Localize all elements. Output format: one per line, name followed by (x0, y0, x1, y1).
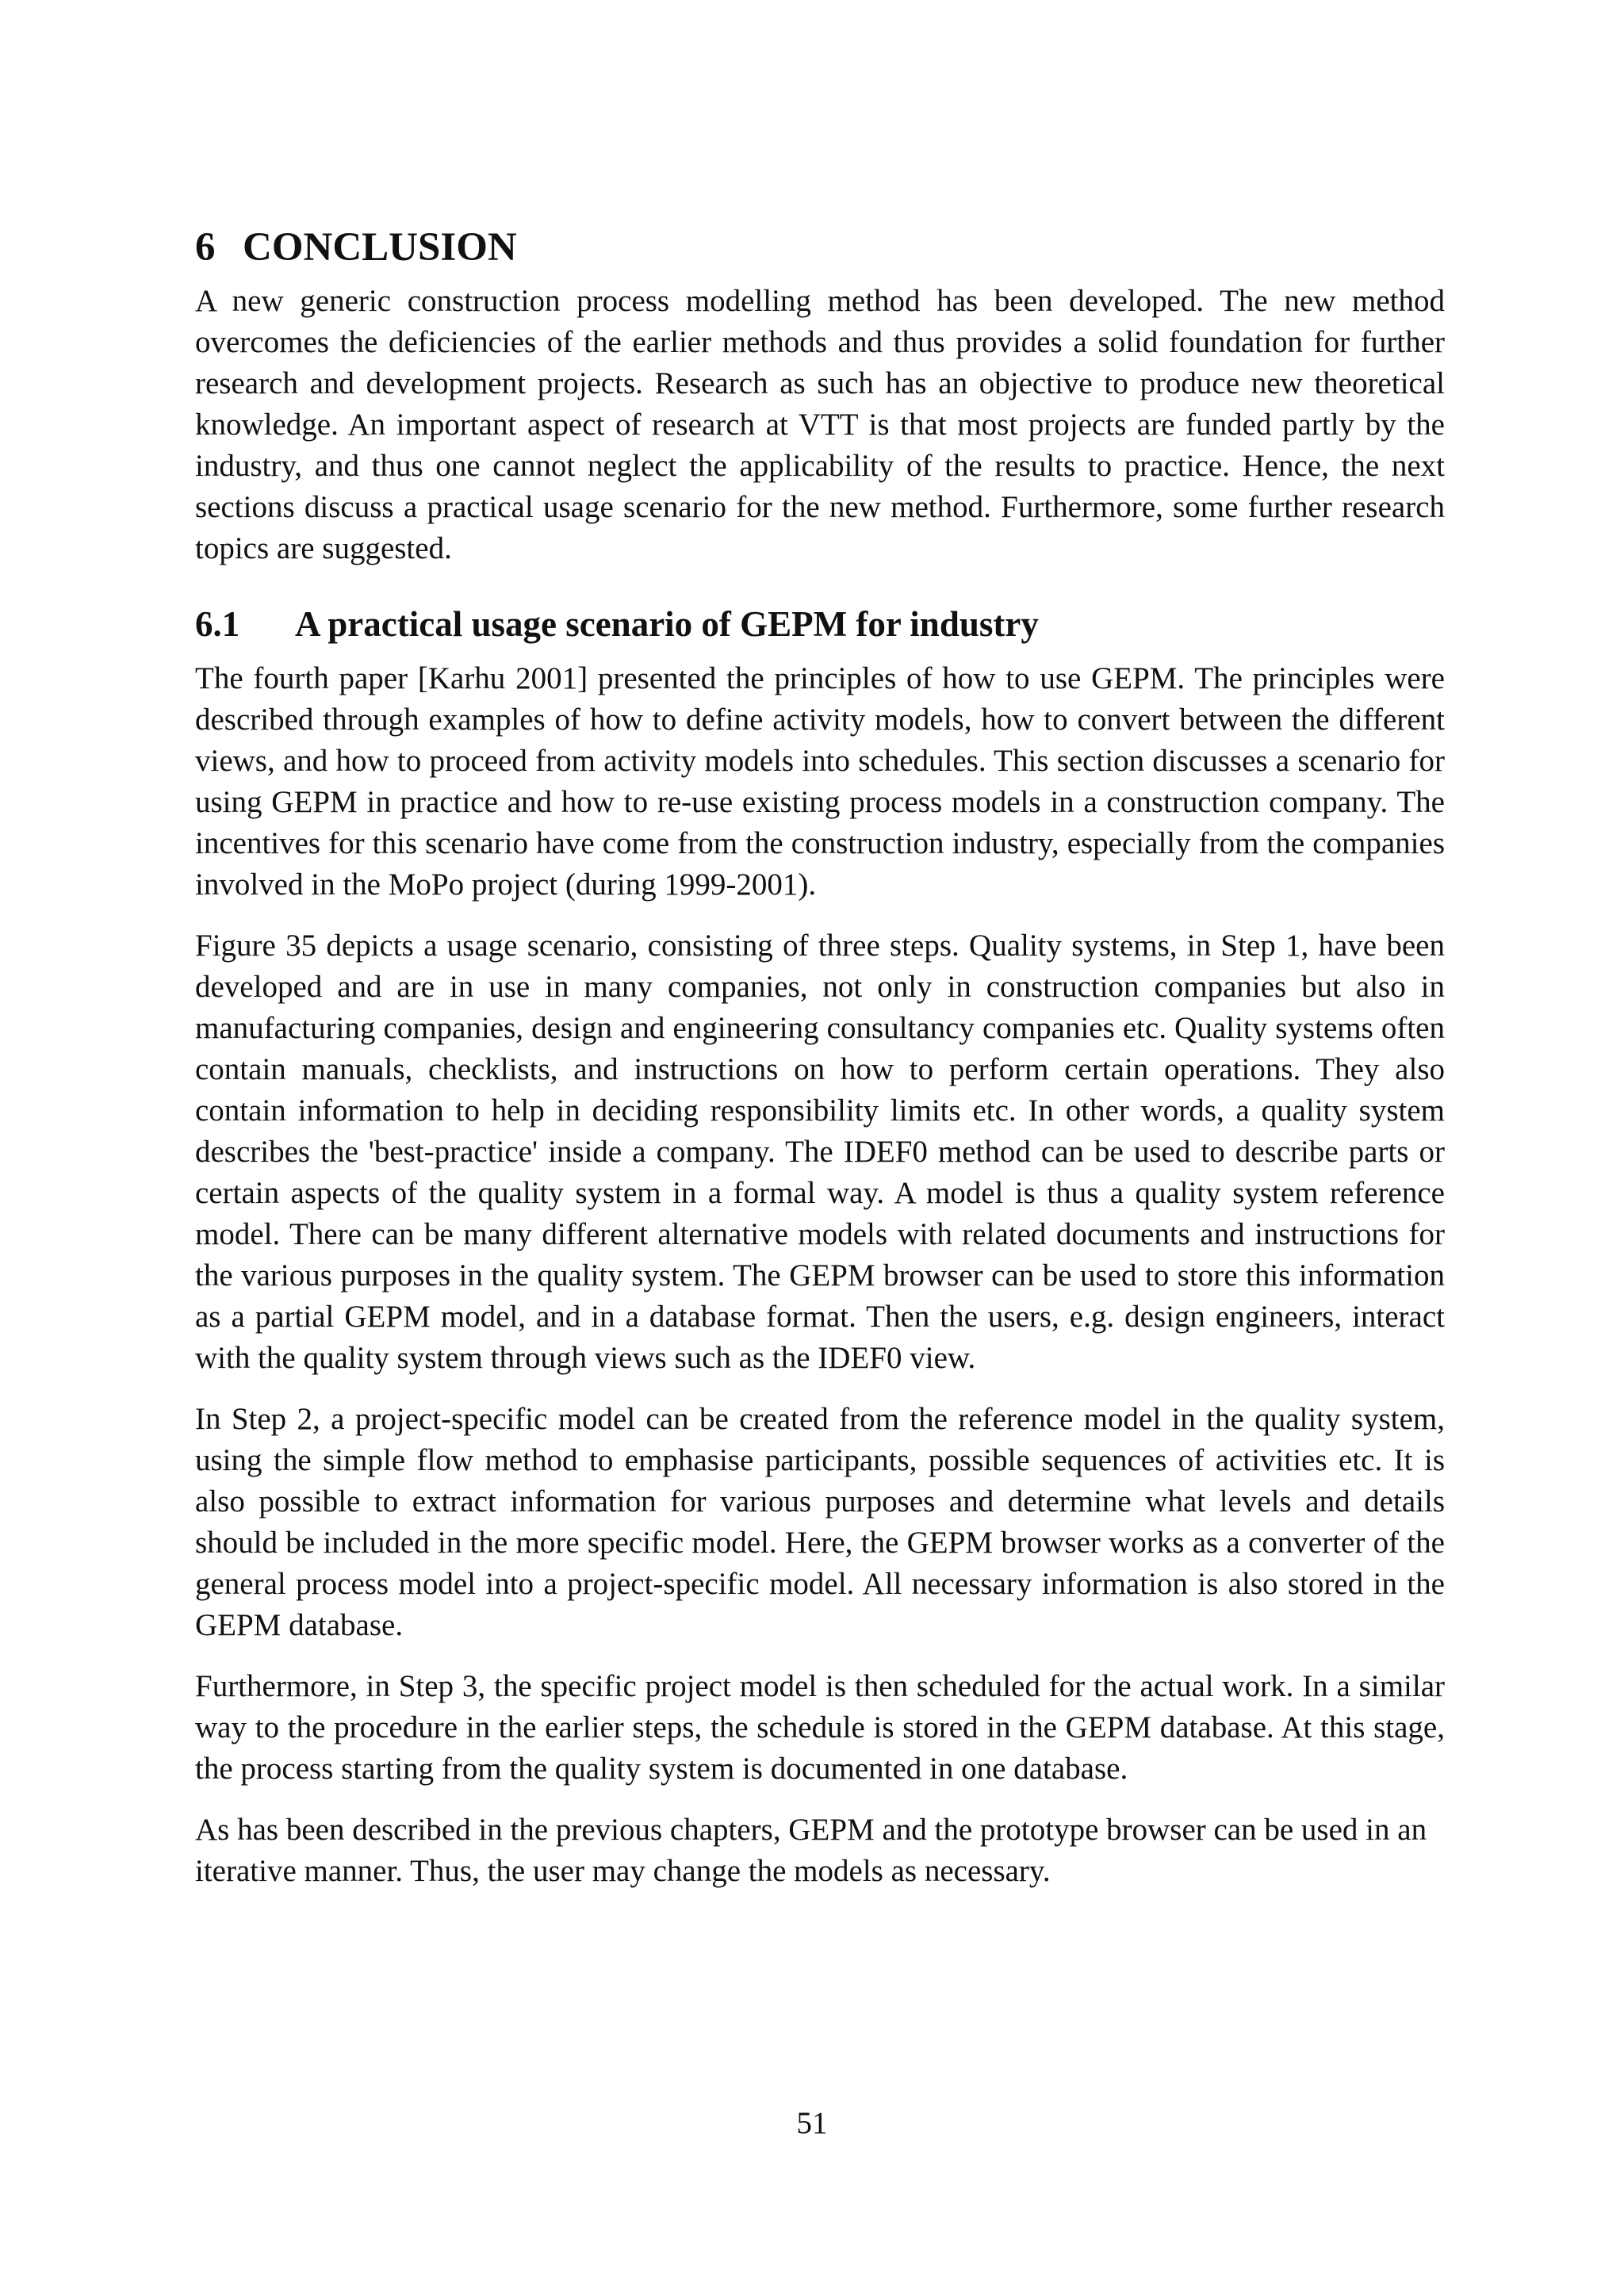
intro-paragraph: A new generic construction process modelling method has been developed. The new method overcomes the deficiencies of the earlier methods and thus provides a solid foundation for further research and development projects. Research as such has an objective to produce new theoretical knowledge. An important aspect of research at VTT is that most projects are funded partly by the industry, and thus one cannot neglect the applicability of the results to practice. Hence, the next sections discuss a practical usage scenario for the new method. Furthermore, some further research topics are suggested. (195, 284, 1445, 565)
section-paragraph-2: Figure 35 depicts a usage scenario, consisting of three steps. Quality systems, in Step 1, have been developed and are in use in many companies, not only in construction companies but also in manufacturing companies, design and engineering consultancy companies etc. Quality systems often contain manuals, checklists, and instructions on how to perform certain operations. They also contain information to help in deciding responsibility limits etc. In other words, a quality system describes the 'best-practice' inside a company. The IDEF0 method can be used to describe parts or certain aspects of the quality system in a formal way. A model is thus a quality system reference model. There can be many different alternative models with related documents and instructions for the various purposes in the quality system. The GEPM browser can be used to store this information as a partial GEPM model, and in a database format. Then the users, e.g. design engineers, interact with the quality system through views such as the IDEF0 view. (195, 929, 1445, 1375)
chapter-number: 6 (195, 225, 216, 270)
section-paragraph-4: Furthermore, in Step 3, the specific project model is then scheduled for the actual work. In a similar way to the procedure in the earlier steps, the schedule is stored in the GEPM database. At this stage, the process starting from the quality system is documented in one database. (195, 1669, 1445, 1786)
section-number: 6.1 (195, 604, 240, 644)
section-heading (195, 603, 1445, 645)
chapter-heading (195, 224, 1445, 271)
section-paragraph-1: The fourth paper [Karhu 2001] presented the principles of how to use GEPM. The principles were described through examples of how to define activity models, how to convert between the different views, and how to proceed from activity models into schedules. This section discusses a scenario for using GEPM in practice and how to re-use existing process models in a construction company. The incentives for this scenario have come from the construction industry, especially from the companies involved in the MoPo project (during 1999-2001). (195, 661, 1445, 902)
section-paragraph-3: In Step 2, a project-specific model can be created from the reference model in the quality system, using the simple flow method to emphasise participants, possible sequences of activities etc. It is also possible to extract information for various purposes and determine what levels and details should be included in the more specific model. Here, the GEPM browser works as a converter of the general process model into a project-specific model. All necessary information is also stored in the GEPM database. (195, 1402, 1445, 1642)
section-paragraph-5: As has been described in the previous chapters, GEPM and the prototype browser can be used in an iterative manner. Thus, the user may change the models as necessary. (195, 1813, 1427, 1888)
section-title: A practical usage scenario of GEPM for industry (295, 604, 1039, 644)
page-number: 51 (796, 2106, 828, 2140)
page-content (195, 224, 1445, 1912)
chapter-title: CONCLUSION (243, 225, 517, 270)
